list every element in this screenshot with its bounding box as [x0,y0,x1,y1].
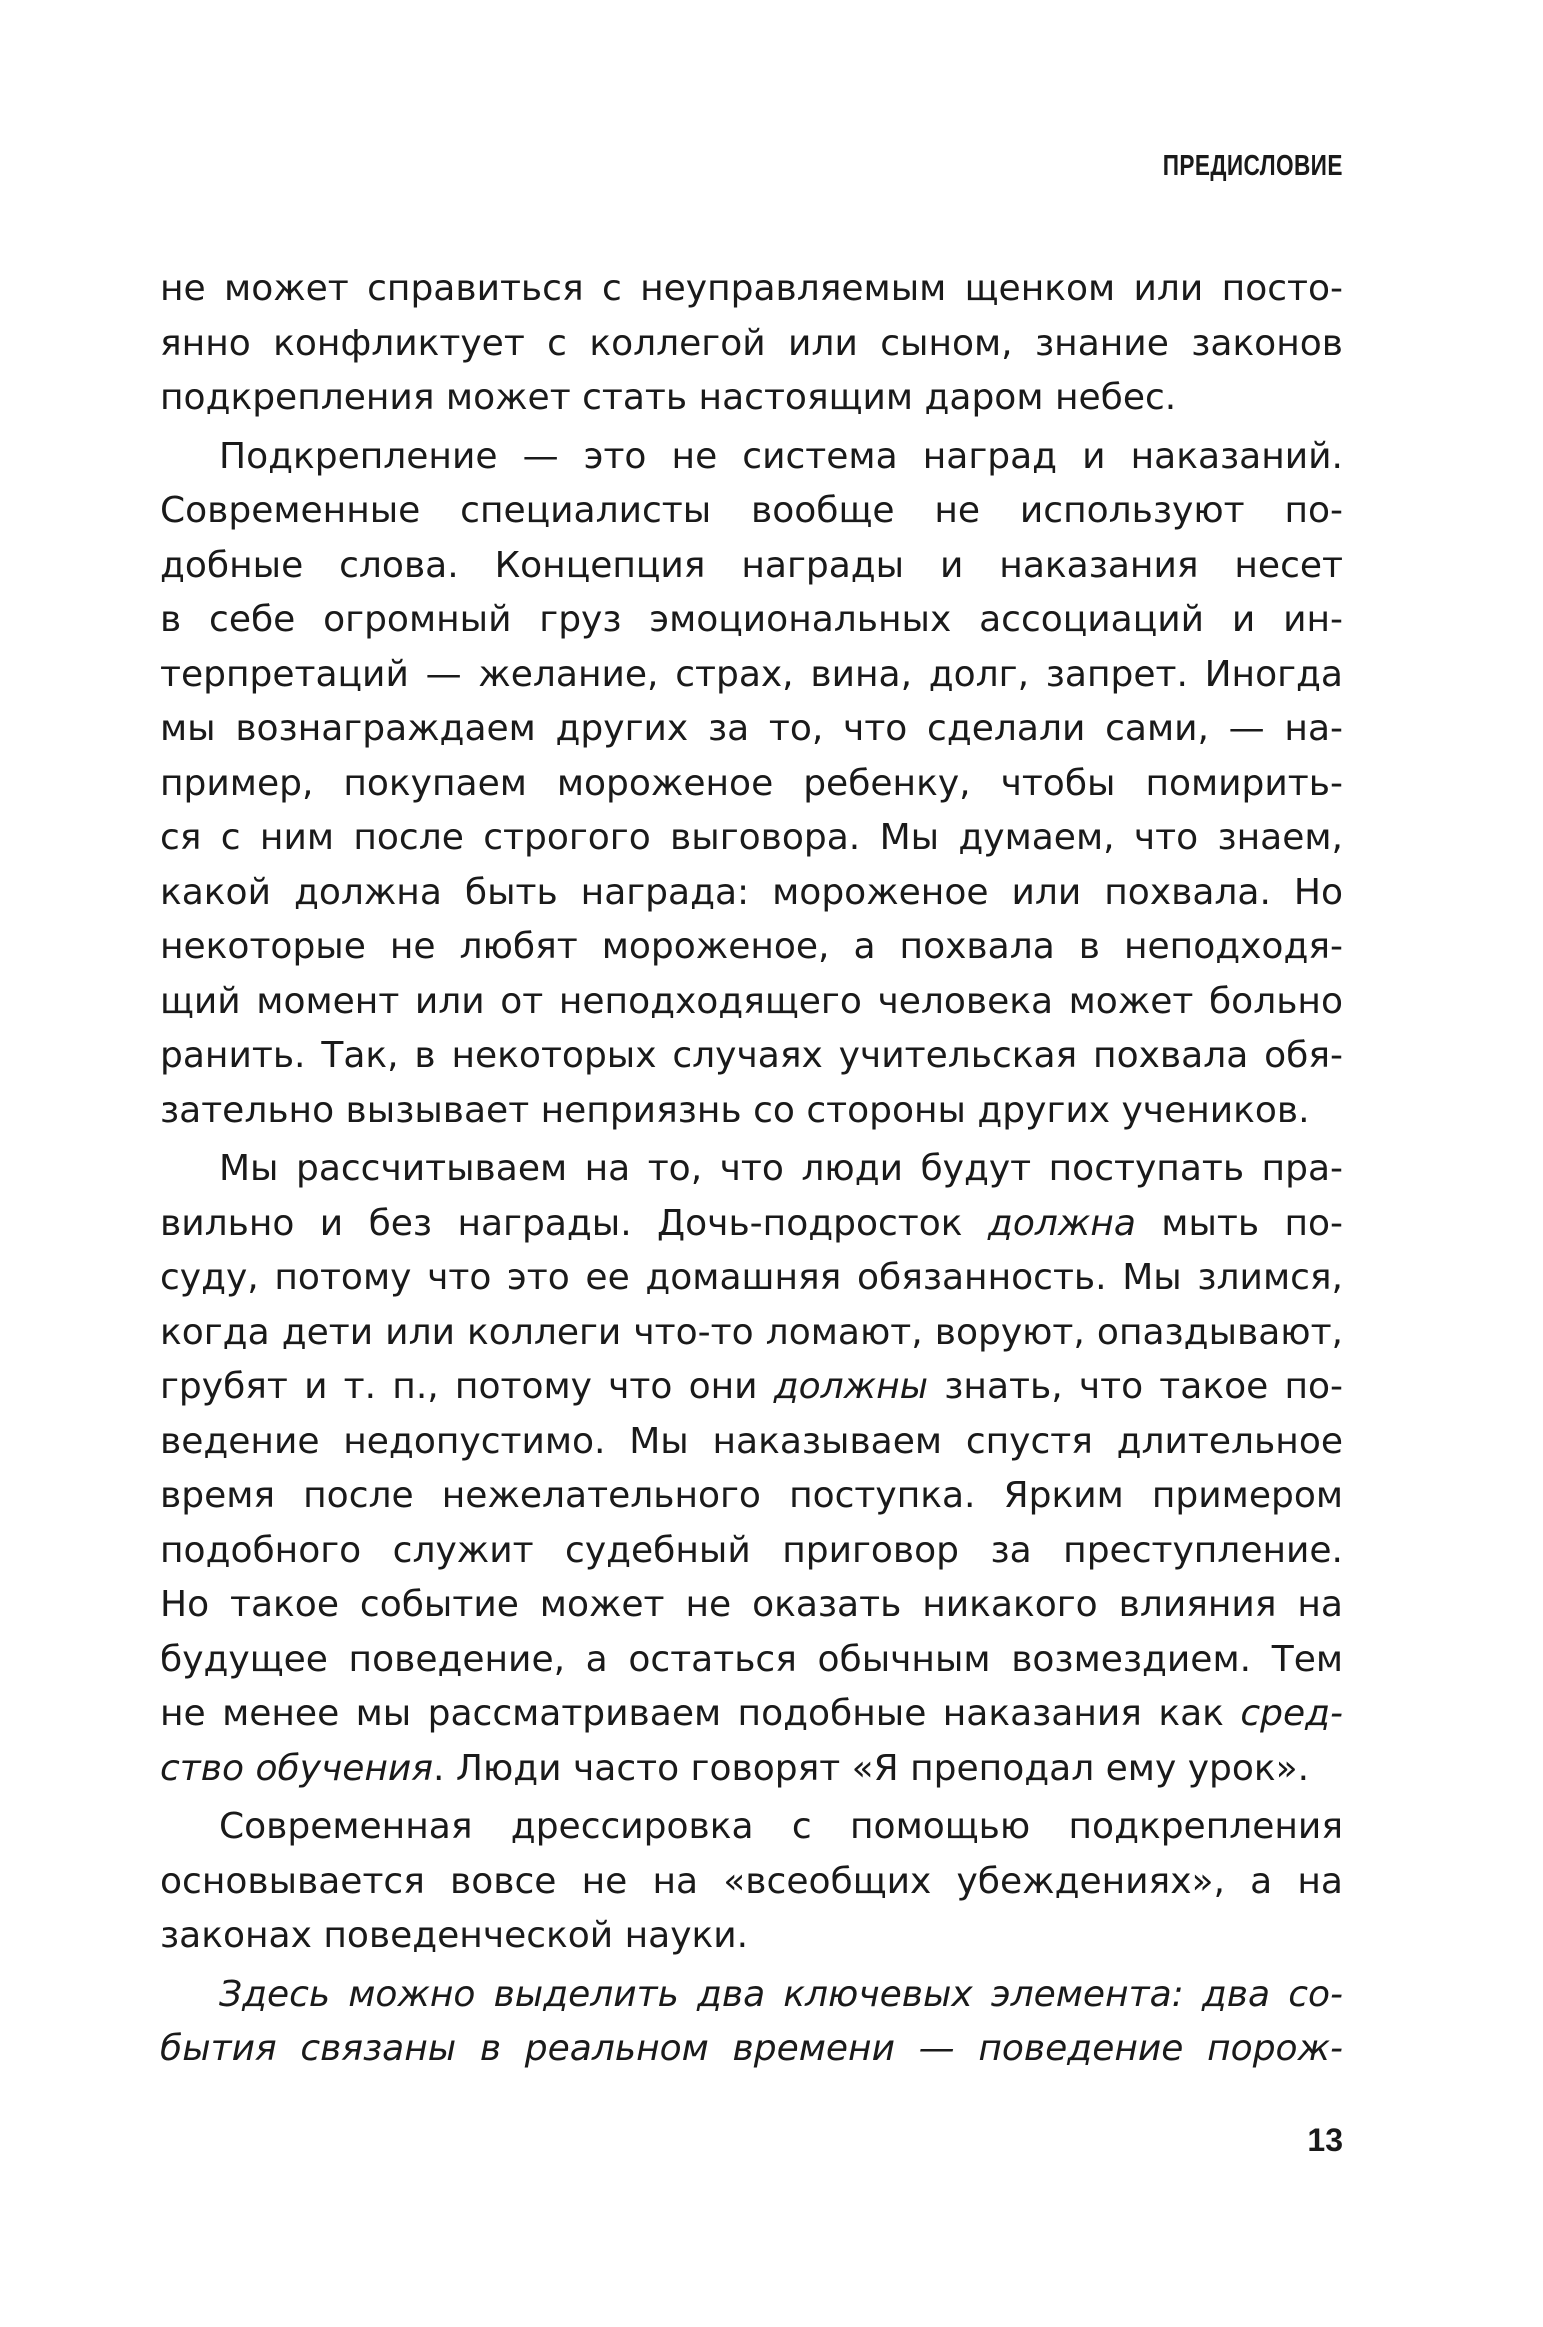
italic-text: бытия связаны в реальном времени — поведение порож- [160,2028,1343,2069]
text-segment: не менее мы рассматриваем подобные наказания как [160,1693,1241,1734]
text-segment: вильно и без награды. Дочь-подросток [160,1202,988,1244]
text-line [160,920,1343,975]
text-line [160,484,1343,539]
text-line [160,539,1343,594]
text-line [160,1909,1343,1964]
text-segment: суду, потому что это ее домашняя обязанность. Мы злимся, [160,1257,1343,1298]
text-line [160,811,1343,866]
text-segment: какой должна быть награда: мороженое или похвала. Но [160,871,1343,913]
text-line [160,430,1343,485]
text-line [160,1251,1343,1306]
text-line [160,262,1343,317]
text-line [160,371,1343,426]
text-line [160,975,1343,1030]
text-segment: ведение недопустимо. Мы наказываем спустя длительное [160,1420,1343,1462]
text-segment: Современные специалисты вообще не используют по- [160,490,1343,531]
text-segment: добные слова. Концепция награды и наказания несет [160,544,1343,586]
text-line [160,757,1343,812]
text-segment: щий момент или от неподходящего человека может больно [160,980,1343,1022]
text-line [160,1968,1343,2023]
text-segment: будущее поведение, а остаться обычным возмездием. Тем [160,1638,1343,1680]
text-segment: янно конфликтует с коллегой или сыном, знание законов [160,322,1343,364]
italic-text: сред- [1240,1693,1343,1734]
text-line [160,1855,1343,1910]
text-line [160,702,1343,757]
text-segment: основывается вовсе не на «всеобщих убеждениях», а на [160,1860,1343,1902]
text-segment: мыть по- [1135,1202,1343,1244]
text-segment: Современная дрессировка с помощью подкрепления [219,1806,1343,1847]
text-line [160,1029,1343,1084]
text-segment: Подкрепление — это не система наград и наказаний. [219,435,1343,477]
running-header: ПРЕДИСЛОВИЕ [1162,150,1343,182]
text-line [160,866,1343,921]
text-segment: подобного служит судебный приговор за преступление. [160,1529,1343,1571]
page-number: 13 [1307,2122,1343,2158]
text-segment: мы вознаграждаем других за то, что сделали сами, — на- [160,708,1343,749]
text-line [160,1800,1343,1855]
text-segment: подкрепления может стать настоящим даром небес. [160,377,1177,418]
text-segment: Но такое событие может не оказать никакого влияния на [160,1584,1343,1625]
text-segment: зательно вызывает неприязнь со стороны других учеников. [160,1089,1310,1131]
italic-text: должна [987,1202,1136,1244]
text-segment: не может справиться с неуправляемым щенком или посто- [160,268,1343,309]
text-segment: пример, покупаем мороженое ребенку, чтобы помирить- [160,762,1343,804]
text-segment: грубят и т. п., потому что они [160,1366,774,1407]
text-line [160,1142,1343,1197]
text-line [160,1360,1343,1415]
text-segment: ранить. Так, в некоторых случаях учительская похвала обя- [160,1035,1343,1076]
text-line [160,1469,1343,1524]
text-line [160,1306,1343,1361]
italic-text: должны [773,1366,929,1407]
text-line [160,1687,1343,1742]
text-line [160,1633,1343,1688]
italic-text: Здесь можно выделить два ключевых элемента: два со- [219,1973,1343,2015]
text-segment: в себе огромный груз эмоциональных ассоциаций и ин- [160,599,1343,640]
italic-text: ство обучения [160,1747,433,1789]
text-line [160,2022,1343,2077]
text-segment: время после нежелательного поступка. Ярким примером [160,1475,1343,1516]
text-segment: знать, что такое по- [928,1366,1343,1407]
text-segment: Мы рассчитываем на то, что люди будут поступать пра- [219,1148,1343,1189]
text-line [160,1742,1343,1797]
text-line [160,648,1343,703]
text-line [160,1415,1343,1470]
text-line [160,1578,1343,1633]
text-segment: терпретаций — желание, страх, вина, долг, запрет. Иногда [160,653,1343,695]
text-line [160,593,1343,648]
text-line [160,317,1343,372]
body-text [160,262,1343,2077]
text-line [160,1084,1343,1139]
text-segment: ся с ним после строгого выговора. Мы думаем, что знаем, [160,817,1343,858]
text-line [160,1524,1343,1579]
text-segment: некоторые не любят мороженое, а похвала в неподходя- [160,926,1343,967]
text-segment: законах поведенческой науки. [160,1915,749,1956]
text-segment: . Люди часто говорят «Я преподал ему урок». [433,1747,1310,1789]
text-line [160,1197,1343,1252]
text-segment: когда дети или коллеги что-то ломают, воруют, опаздывают, [160,1311,1343,1353]
